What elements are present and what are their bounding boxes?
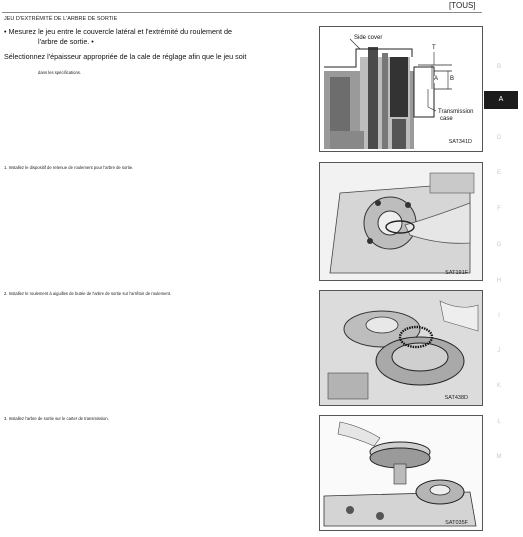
cross-section-drawing <box>320 27 482 151</box>
index-item-m[interactable]: M <box>496 454 502 460</box>
label-b: B <box>450 76 455 82</box>
figure-output-shaft <box>319 415 483 531</box>
bullet-measure: • Mesurez le jeu entre le couvercle latéral et l'extrémité du roulement de <box>4 27 233 36</box>
figure-code: SAT341D <box>448 139 472 145</box>
figure-bearing-retainer <box>319 162 483 281</box>
index-item-d[interactable]: D <box>496 135 502 141</box>
label-a: A <box>434 76 439 82</box>
figure-thrust-bearing <box>319 290 483 406</box>
section-title: JEU D'EXTRÉMITÉ DE L'ARBRE DE SORTIE <box>4 16 118 22</box>
index-item-l[interactable]: L <box>497 419 501 425</box>
label-t: T <box>432 45 436 51</box>
label-side-cover: Side cover <box>354 35 383 41</box>
index-item-e[interactable]: E <box>496 170 501 176</box>
index-item-f[interactable]: F <box>497 206 501 212</box>
bullet-measure-continued: l'arbre de sortie. • <box>38 37 94 46</box>
index-item-h[interactable]: H <box>496 278 502 284</box>
header-divider <box>2 12 482 13</box>
step-1: 1. Installez le dispositif de retenue de roulement pour l'arbre de sortie. <box>4 165 134 170</box>
thrust-bearing-photo-drawing <box>320 291 482 405</box>
index-item-g[interactable]: G <box>496 242 502 248</box>
step-2: 2. Installez le roulement à aiguilles de butée de l'arbre de sortie sur l'arrêtoir de roulement. <box>4 291 172 296</box>
figure-end-play-diagram <box>319 26 483 152</box>
side-index <box>484 0 523 537</box>
index-item-a-active[interactable]: A <box>484 91 518 109</box>
figure-code: SAT035F <box>445 520 468 526</box>
figure-code: SAT191F <box>445 270 468 276</box>
spec-note: dans les spécifications. <box>38 70 82 75</box>
index-item-k[interactable]: K <box>496 383 501 389</box>
label-transmission: Transmission <box>438 109 474 115</box>
bullet-select-shim: Sélectionnez l'épaisseur appropriée de la cale de réglage afin que le jeu soit <box>4 52 247 61</box>
index-item-i[interactable]: I <box>498 313 500 319</box>
figure-code: SAT438D <box>444 395 468 401</box>
step-3: 3. Installez l'arbre de sortie sur le carter de transmission. <box>4 416 109 421</box>
output-shaft-drawing <box>320 416 482 530</box>
index-item-j[interactable]: J <box>497 348 501 354</box>
index-item-b[interactable]: B <box>496 64 501 70</box>
retainer-photo-drawing <box>320 163 482 280</box>
header-tag: [TOUS] <box>449 1 476 10</box>
label-case: case <box>440 116 453 122</box>
